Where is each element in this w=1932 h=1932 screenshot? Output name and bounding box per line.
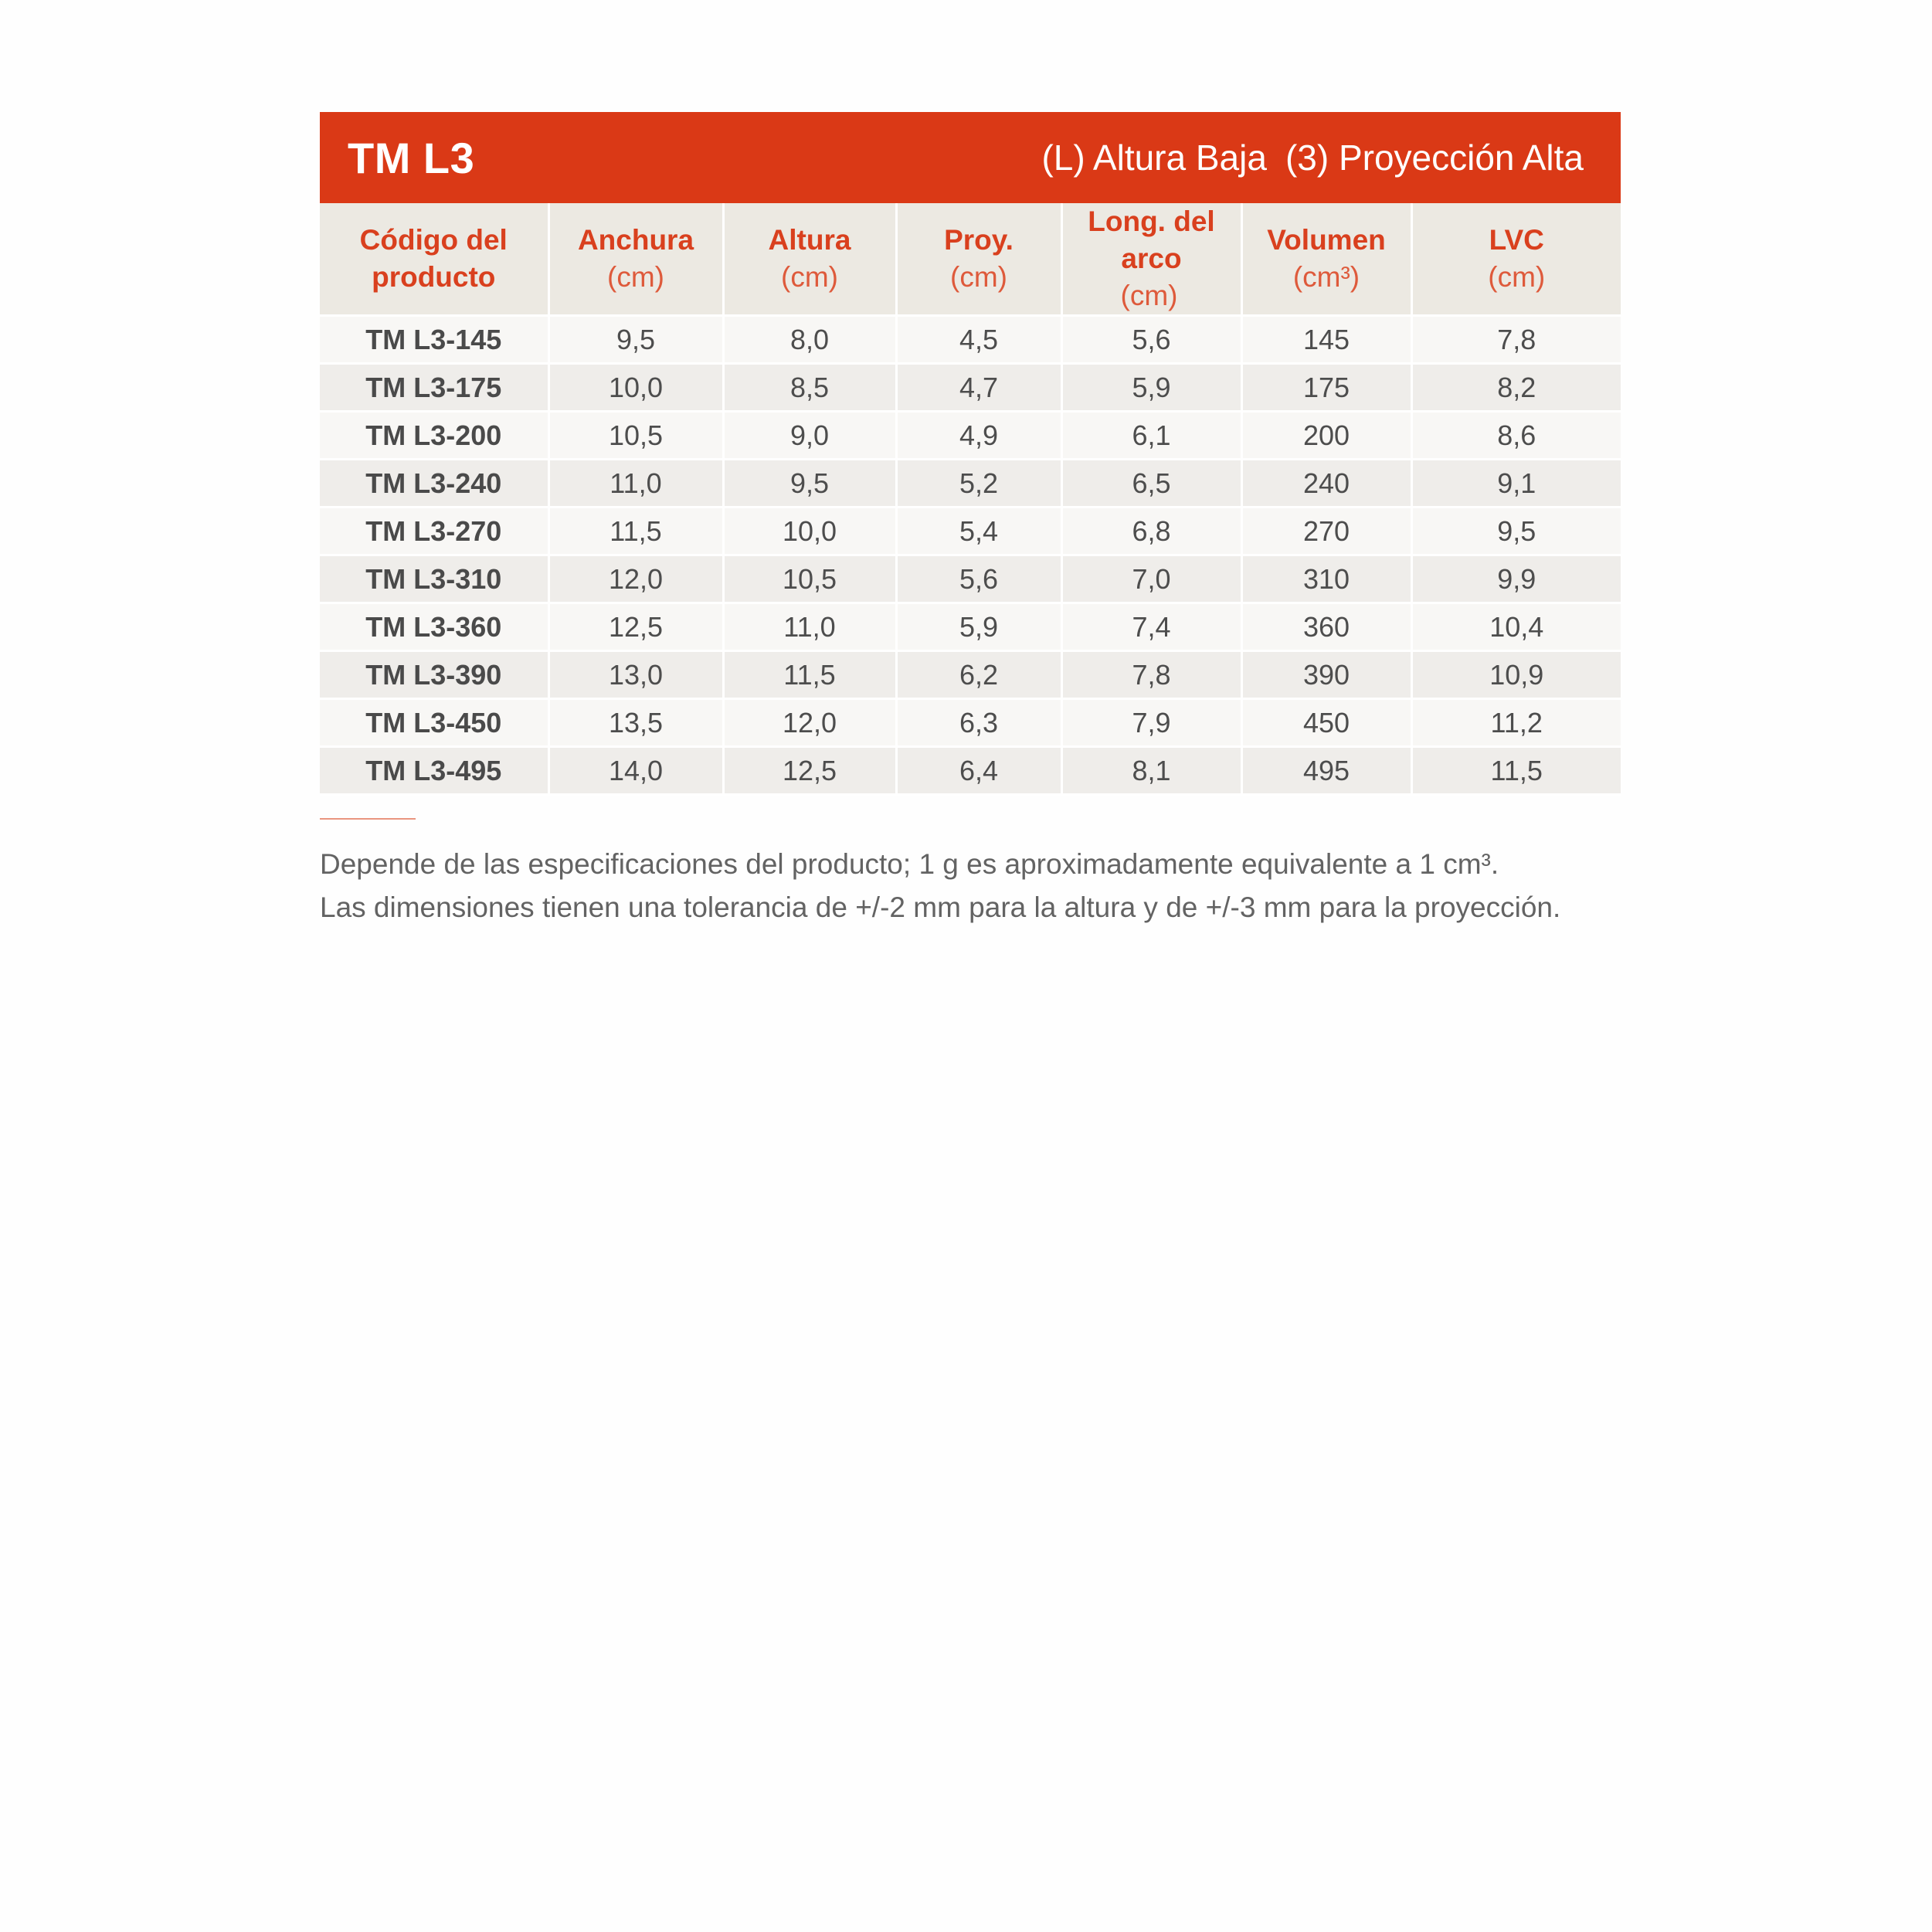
width-cell: 10,5 — [548, 412, 723, 460]
product-code-cell: TM L3-270 — [320, 508, 548, 555]
product-code-cell: TM L3-175 — [320, 364, 548, 412]
height-cell: 8,0 — [723, 316, 896, 364]
product-code-cell: TM L3-200 — [320, 412, 548, 460]
width-cell: 13,5 — [548, 699, 723, 747]
product-code-cell: TM L3-360 — [320, 603, 548, 651]
table-row — [320, 460, 1621, 508]
height-cell: 9,5 — [723, 460, 896, 508]
table-row — [320, 747, 1621, 795]
lvc-cell: 11,5 — [1411, 747, 1621, 795]
projection-cell: 4,7 — [896, 364, 1061, 412]
projection-cell: 6,4 — [896, 747, 1061, 795]
width-cell: 12,5 — [548, 603, 723, 651]
footnote-volume: Depende de las especificaciones del producto; 1 g es aproximadamente equivalente a 1 cm³. — [320, 848, 1499, 880]
lvc-cell: 7,8 — [1411, 316, 1621, 364]
width-cell: 13,0 — [548, 651, 723, 699]
product-family-description — [1041, 137, 1584, 178]
arc-length-cell: 8,1 — [1061, 747, 1241, 795]
product-code-cell: TM L3-450 — [320, 699, 548, 747]
volume-cell: 390 — [1241, 651, 1411, 699]
arc-length-cell: 7,4 — [1061, 603, 1241, 651]
height-cell: 12,5 — [723, 747, 896, 795]
lvc-cell: 10,9 — [1411, 651, 1621, 699]
lvc-cell: 10,4 — [1411, 603, 1621, 651]
height-cell: 11,0 — [723, 603, 896, 651]
table-row — [320, 316, 1621, 364]
lvc-cell: 11,2 — [1411, 699, 1621, 747]
product-spec-sheet — [320, 112, 1621, 929]
arc-length-cell: 7,9 — [1061, 699, 1241, 747]
width-cell: 11,5 — [548, 508, 723, 555]
title-bar — [320, 112, 1621, 203]
product-code-cell: TM L3-145 — [320, 316, 548, 364]
width-cell: 12,0 — [548, 555, 723, 603]
arc-length-cell: 6,8 — [1061, 508, 1241, 555]
column-header-volume — [1241, 203, 1411, 316]
arc-length-cell: 6,5 — [1061, 460, 1241, 508]
volume-cell: 450 — [1241, 699, 1411, 747]
projection-cell: 5,4 — [896, 508, 1061, 555]
volume-cell: 310 — [1241, 555, 1411, 603]
lvc-cell: 8,2 — [1411, 364, 1621, 412]
width-cell: 11,0 — [548, 460, 723, 508]
spec-table-header — [320, 203, 1621, 316]
column-header-arc-length — [1061, 203, 1241, 316]
table-row — [320, 699, 1621, 747]
volume-cell: 145 — [1241, 316, 1411, 364]
column-label: LVC — [1489, 224, 1544, 256]
column-label: Proy. — [944, 224, 1014, 256]
table-row — [320, 364, 1621, 412]
product-code-cell: TM L3-240 — [320, 460, 548, 508]
projection-cell: 5,6 — [896, 555, 1061, 603]
product-code-cell: TM L3-390 — [320, 651, 548, 699]
column-header-product-code — [320, 203, 548, 316]
width-cell: 14,0 — [548, 747, 723, 795]
height-cell: 12,0 — [723, 699, 896, 747]
column-header-lvc — [1411, 203, 1621, 316]
projection-cell: 5,9 — [896, 603, 1061, 651]
column-unit: (cm) — [1120, 280, 1178, 311]
lvc-cell: 9,9 — [1411, 555, 1621, 603]
height-cell: 8,5 — [723, 364, 896, 412]
footnote-tolerance: Las dimensiones tienen una tolerancia de +/-2 mm para la altura y de +/-3 mm para la proyección. — [320, 891, 1561, 923]
volume-cell: 360 — [1241, 603, 1411, 651]
volume-cell: 175 — [1241, 364, 1411, 412]
lvc-cell: 9,5 — [1411, 508, 1621, 555]
lvc-cell: 8,6 — [1411, 412, 1621, 460]
product-code-cell: TM L3-495 — [320, 747, 548, 795]
column-unit: (cm) — [781, 261, 838, 293]
column-unit: (cm) — [950, 261, 1007, 293]
height-cell: 11,5 — [723, 651, 896, 699]
arc-length-cell: 6,1 — [1061, 412, 1241, 460]
column-header-projection — [896, 203, 1061, 316]
lvc-cell: 9,1 — [1411, 460, 1621, 508]
column-unit: (cm) — [1488, 261, 1546, 293]
product-code-cell: TM L3-310 — [320, 555, 548, 603]
column-unit: (cm) — [607, 261, 664, 293]
divider-line — [320, 818, 416, 820]
column-header-height — [723, 203, 896, 316]
column-label: Código del producto — [359, 224, 508, 293]
volume-cell: 200 — [1241, 412, 1411, 460]
height-description: (L) Altura Baja — [1041, 138, 1267, 178]
volume-cell: 240 — [1241, 460, 1411, 508]
volume-cell: 495 — [1241, 747, 1411, 795]
column-unit: (cm³) — [1292, 261, 1360, 293]
arc-length-cell: 5,6 — [1061, 316, 1241, 364]
projection-cell: 6,2 — [896, 651, 1061, 699]
footnotes — [320, 843, 1621, 929]
arc-length-cell: 5,9 — [1061, 364, 1241, 412]
column-header-width — [548, 203, 723, 316]
width-cell: 9,5 — [548, 316, 723, 364]
column-label: Long. del arco — [1088, 205, 1215, 274]
projection-cell: 6,3 — [896, 699, 1061, 747]
column-label: Volumen — [1267, 224, 1386, 256]
column-label: Altura — [768, 224, 851, 256]
column-label: Anchura — [577, 224, 694, 256]
spec-table — [320, 203, 1621, 796]
table-row — [320, 412, 1621, 460]
arc-length-cell: 7,8 — [1061, 651, 1241, 699]
header-row — [320, 203, 1621, 316]
projection-cell: 4,5 — [896, 316, 1061, 364]
height-cell: 9,0 — [723, 412, 896, 460]
table-row — [320, 508, 1621, 555]
height-cell: 10,0 — [723, 508, 896, 555]
width-cell: 10,0 — [548, 364, 723, 412]
product-family-title: TM L3 — [348, 133, 475, 182]
spec-table-body — [320, 316, 1621, 795]
height-cell: 10,5 — [723, 555, 896, 603]
projection-description: (3) Proyección Alta — [1285, 138, 1584, 178]
projection-cell: 5,2 — [896, 460, 1061, 508]
table-row — [320, 555, 1621, 603]
projection-cell: 4,9 — [896, 412, 1061, 460]
volume-cell: 270 — [1241, 508, 1411, 555]
table-row — [320, 651, 1621, 699]
table-row — [320, 603, 1621, 651]
arc-length-cell: 7,0 — [1061, 555, 1241, 603]
